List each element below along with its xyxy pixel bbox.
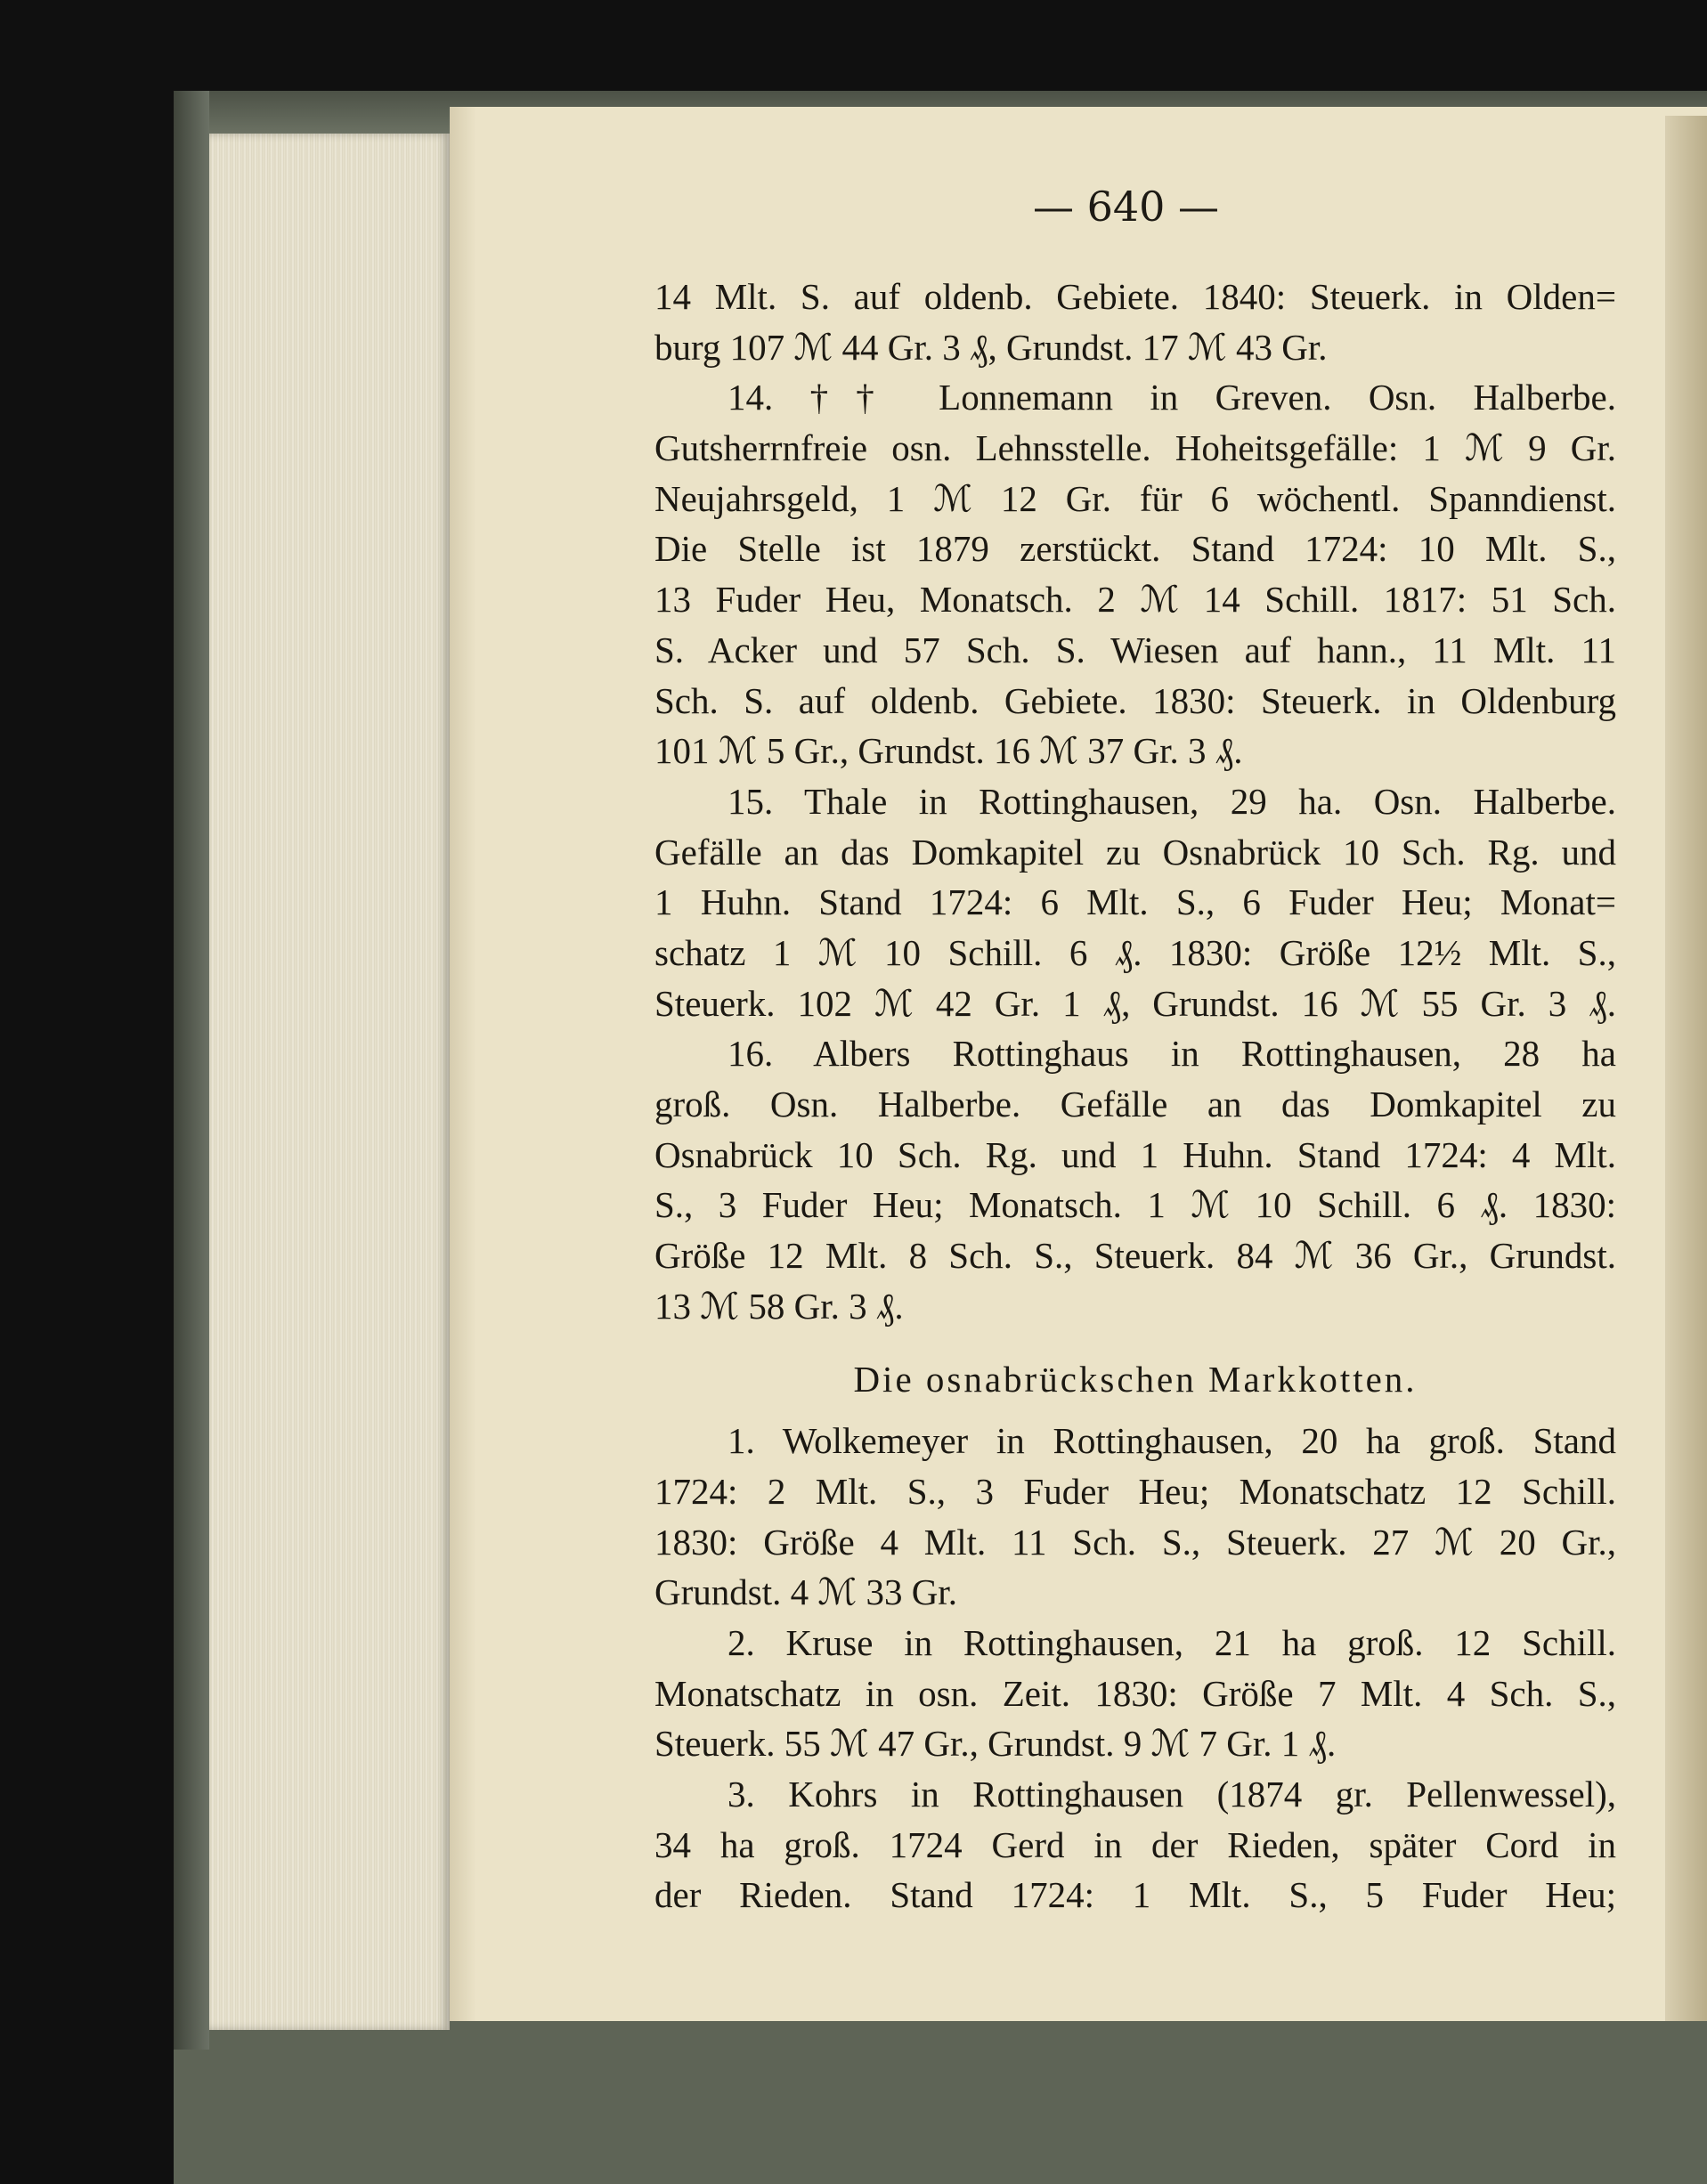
text-line: 1830: Größe 4 Mlt. 11 Sch. S., Steuerk. 27 ℳ 20 Gr., bbox=[654, 1521, 1616, 1563]
text-line: schatz 1 ℳ 10 Schill. 6 ₰. 1830: Größe 12½ Mlt. S., bbox=[654, 931, 1616, 973]
text-line: 3. Kohrs in Rottinghausen (1874 gr. Pellenwessel), bbox=[728, 1773, 1616, 1815]
cover-spine-edge bbox=[174, 91, 209, 2050]
text-line: Grundst. 4 ℳ 33 Gr. bbox=[654, 1571, 957, 1613]
text-line: Osnabrück 10 Sch. Rg. und 1 Huhn. Stand 1724: 4 Mlt. bbox=[654, 1133, 1616, 1175]
text-line: Steuerk. 55 ℳ 47 Gr., Grundst. 9 ℳ 7 Gr. 1 ₰. bbox=[654, 1723, 1337, 1765]
text-line: groß. Osn. Halberbe. Gefälle an das Domkapitel zu bbox=[654, 1084, 1616, 1124]
text-line: 1724: 2 Mlt. S., 3 Fuder Heu; Monatschatz 12 Schill. bbox=[654, 1470, 1616, 1512]
text-line: Sch. S. auf oldenb. Gebiete. 1830: Steuerk. in Oldenburg bbox=[654, 679, 1616, 721]
text-line: Neujahrsgeld, 1 ℳ 12 Gr. für 6 wöchentl. Spanndienst. bbox=[654, 477, 1616, 519]
text-line: 14. †† Lonnemann in Greven. Osn. Halberbe. bbox=[728, 377, 1616, 418]
text-line: Die Stelle ist 1879 zerstückt. Stand 1724: 10 Mlt. S., bbox=[654, 528, 1616, 570]
text-line: 14 Mlt. S. auf oldenb. Gebiete. 1840: Steuerk. in Olden= bbox=[654, 276, 1616, 317]
text-line: 16. Albers Rottinghaus in Rottinghausen, 28 ha bbox=[728, 1033, 1616, 1075]
page-right-edge bbox=[1665, 116, 1707, 2021]
text-line: S., 3 Fuder Heu; Monatsch. 1 ℳ 10 Schill. 6 ₰. 1830: bbox=[654, 1184, 1616, 1226]
text-line: Monatschatz in osn. Zeit. 1830: Größe 7 Mlt. 4 Sch. S., bbox=[654, 1672, 1616, 1714]
text-line: Steuerk. 102 ℳ 42 Gr. 1 ₰, Grundst. 16 ℳ 55 Gr. 3 ₰. bbox=[654, 982, 1616, 1024]
text-line: 1 Huhn. Stand 1724: 6 Mlt. S., 6 Fuder Heu; Monat= bbox=[654, 881, 1616, 923]
section-heading: Die osnabrückschen Markkotten. bbox=[853, 1359, 1418, 1401]
text-line: Größe 12 Mlt. 8 Sch. S., Steuerk. 84 ℳ 36 Gr., Grundst. bbox=[654, 1235, 1616, 1277]
text-line: 13 ℳ 58 Gr. 3 ₰. bbox=[654, 1285, 904, 1327]
page-number: — 640 — bbox=[1033, 183, 1220, 231]
text-line: 101 ℳ 5 Gr., Grundst. 16 ℳ 37 Gr. 3 ₰. bbox=[654, 730, 1243, 772]
text-line: 34 ha groß. 1724 Gerd in der Rieden, später Cord in bbox=[654, 1823, 1616, 1865]
page-edges bbox=[209, 134, 450, 2030]
text-line: 1. Wolkemeyer in Rottinghausen, 20 ha groß. Stand bbox=[728, 1420, 1616, 1462]
text-line: 13 Fuder Heu, Monatsch. 2 ℳ 14 Schill. 1817: 51 Sch. bbox=[654, 579, 1616, 621]
text-line: 15. Thale in Rottinghausen, 29 ha. Osn. Halberbe. bbox=[728, 780, 1616, 822]
text-line: burg 107 ℳ 44 Gr. 3 ₰, Grundst. 17 ℳ 43 Gr. bbox=[654, 326, 1328, 368]
text-line: der Rieden. Stand 1724: 1 Mlt. S., 5 Fuder Heu; bbox=[654, 1874, 1616, 1916]
text-line: Gutsherrnfreie osn. Lehnsstelle. Hoheitsgefälle: 1 ℳ 9 Gr. bbox=[654, 427, 1616, 469]
text-line: Gefälle an das Domkapitel zu Osnabrück 10 Sch. Rg. und bbox=[654, 831, 1616, 873]
text-line: S. Acker und 57 Sch. S. Wiesen auf hann., 11 Mlt. 11 bbox=[654, 629, 1616, 670]
body-text bbox=[654, 272, 1616, 1920]
text-line: 2. Kruse in Rottinghausen, 21 ha groß. 12 Schill. bbox=[728, 1621, 1616, 1663]
